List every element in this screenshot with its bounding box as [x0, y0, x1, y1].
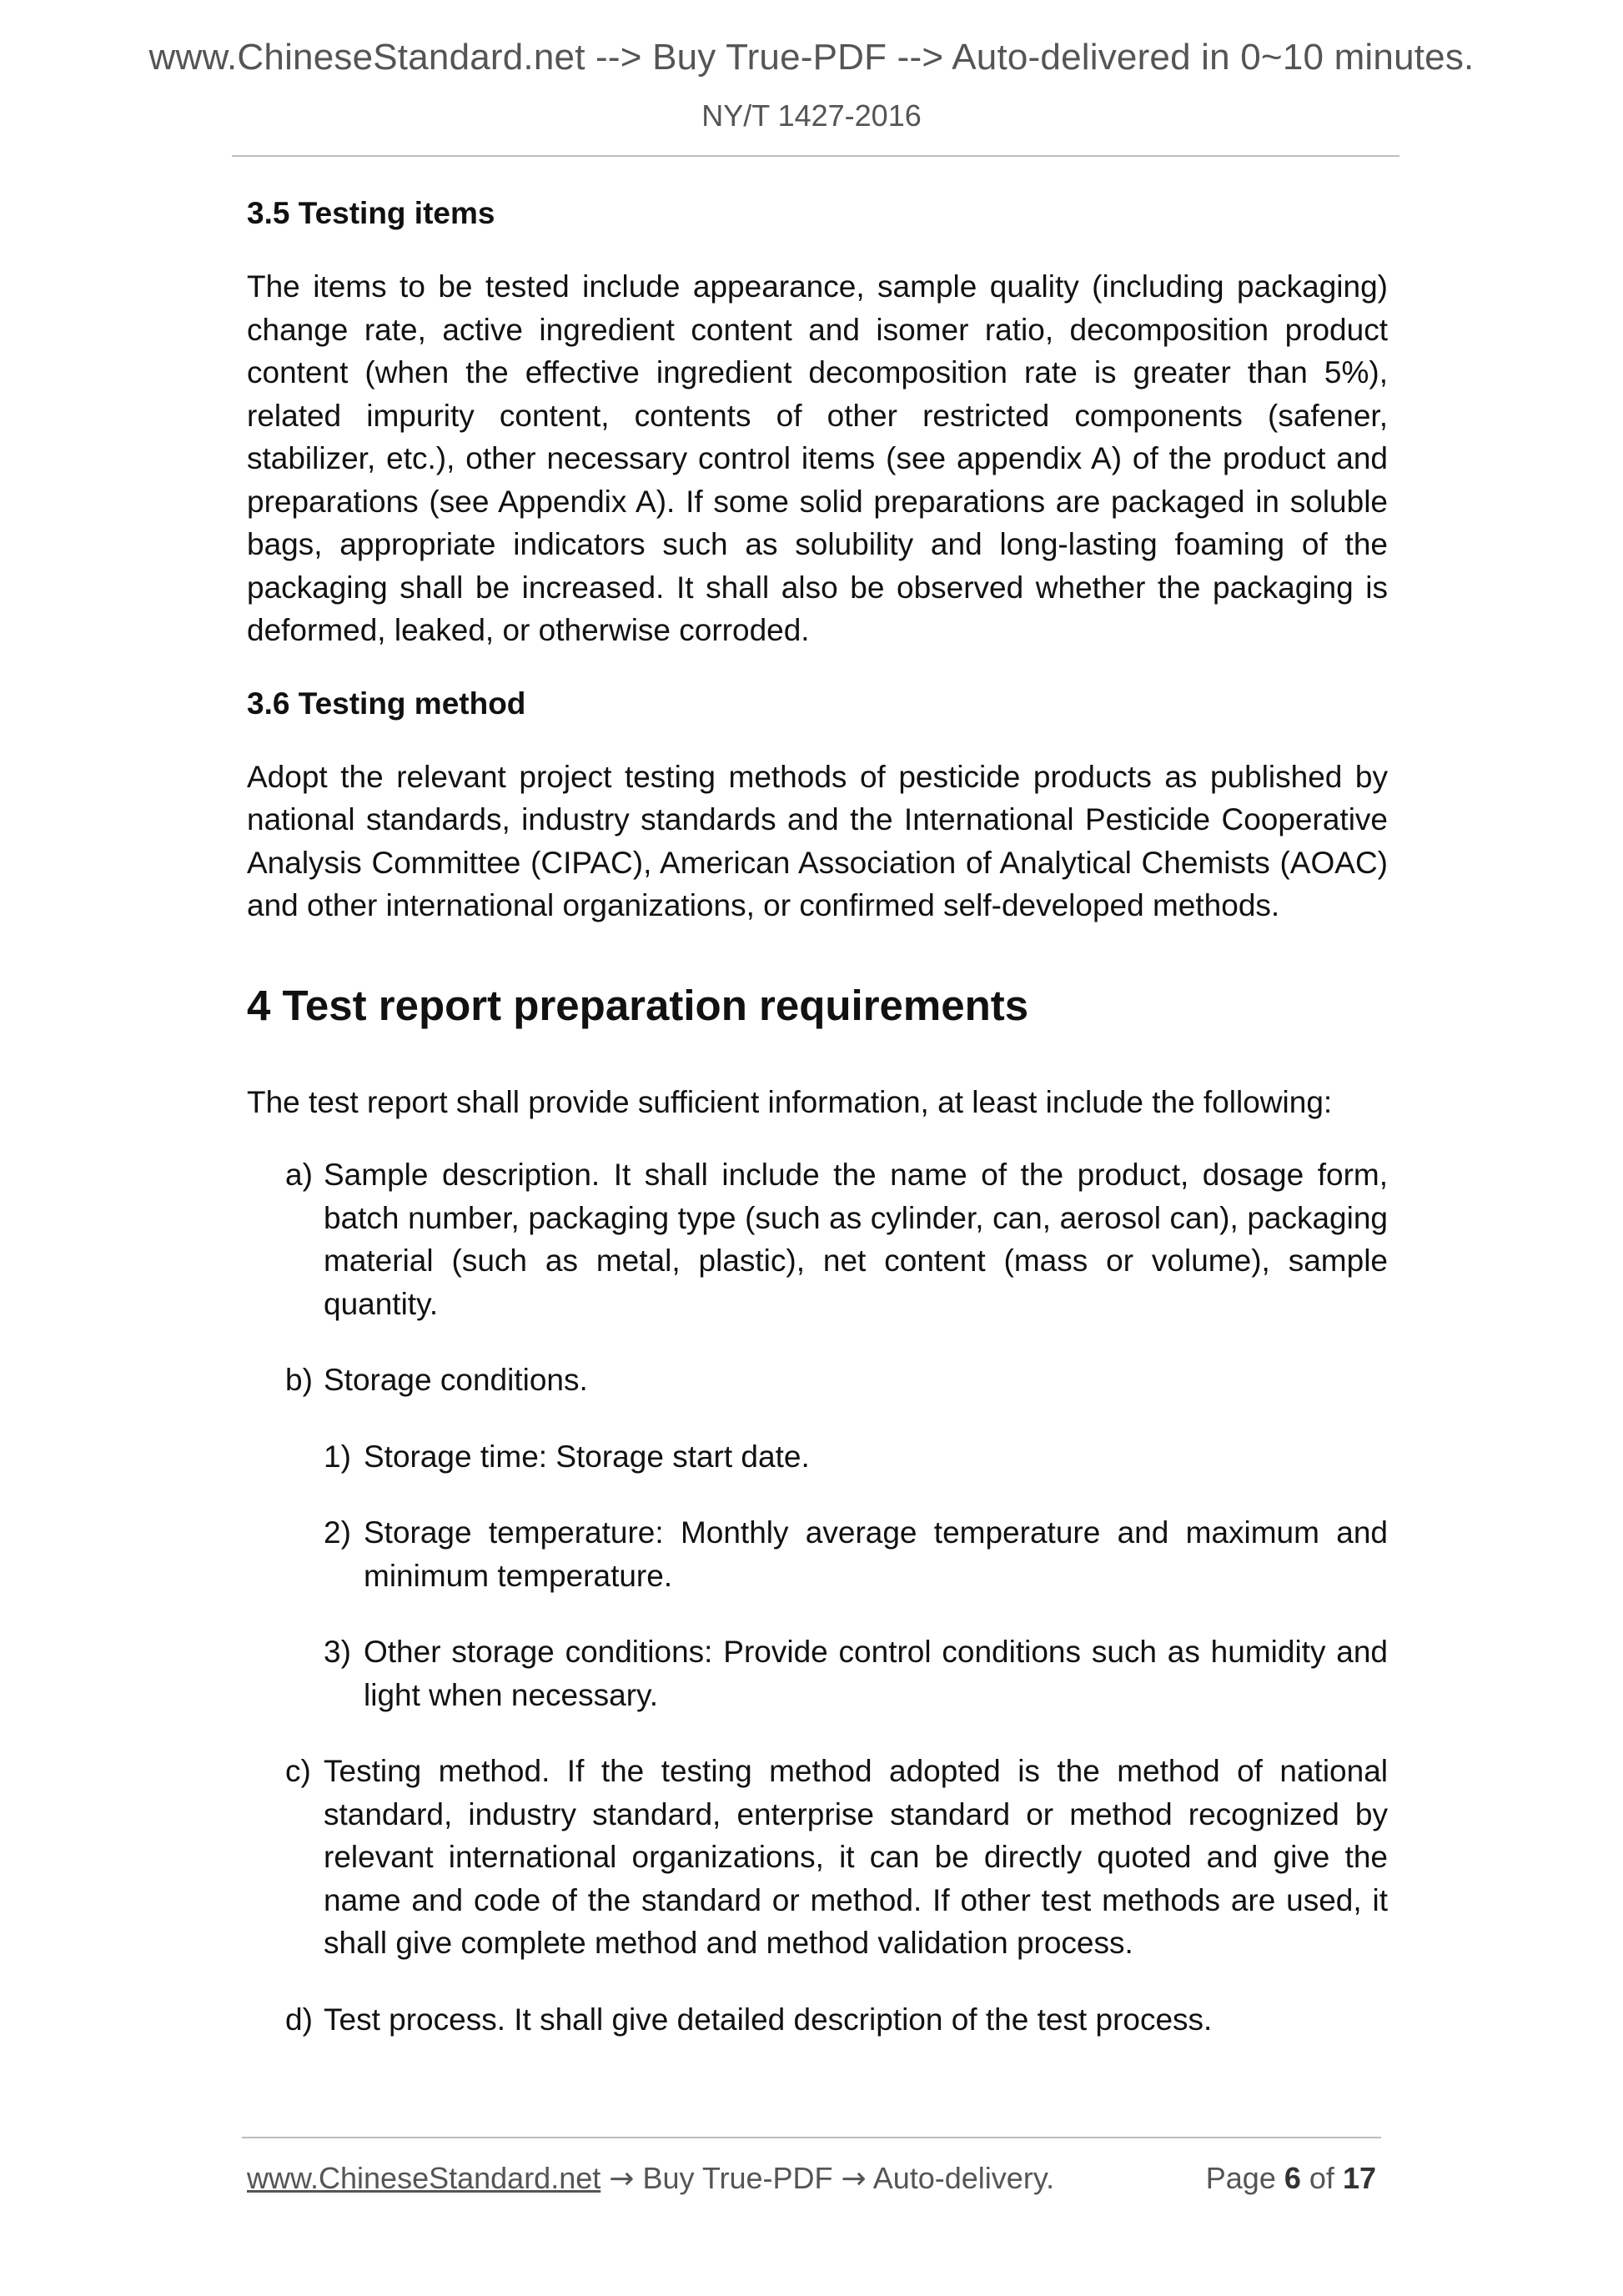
- of-label: of: [1309, 2161, 1334, 2195]
- list-marker: 2): [324, 1515, 351, 1550]
- list-item-text: Storage time: Storage start date.: [364, 1439, 810, 1474]
- section-4-intro: The test report shall provide sufficient information, at least include the following:: [247, 1084, 1333, 1119]
- page-label: Page: [1205, 2161, 1276, 2195]
- section-3-5-text: The items to be tested include appearance, sample quality (including packaging) change rate, active ingredient content and isomer ratio, decomposition product content (when the effective ingredient decomposition rate is greater than 5%), related impurity content, contents of other restricted components (safener, stabilizer, etc.), other necessary control items (see appendix A) of the product and preparations (see Appendix A). If some solid preparations are packaged in soluble bags, appropriate indicators such as solubility and long-lasting foaming of the packaging shall be increased. It shall also be observed whether the packaging is deformed, leaked, or otherwise corroded.: [247, 269, 1388, 647]
- footer-site-link[interactable]: www.ChineseStandard.net: [247, 2161, 601, 2195]
- list-item-b-2: [247, 1511, 1388, 1597]
- list-marker: 3): [324, 1635, 351, 1669]
- footer-buy-text: Buy True-PDF: [642, 2161, 833, 2195]
- arrow-right-icon: →: [609, 2162, 635, 2196]
- footer-divider: [242, 2137, 1381, 2138]
- list-marker: d): [285, 2002, 313, 2037]
- standard-code: NY/T 1427-2016: [701, 98, 922, 133]
- page-content: [247, 190, 1388, 2074]
- list-item-text: Other storage conditions: Provide control conditions such as humidity and light when necessary.: [364, 1635, 1388, 1712]
- list-item-text: Storage temperature: Monthly average temperature and maximum and minimum temperature.: [364, 1515, 1388, 1593]
- section-3-5-title: 3.5 Testing items: [247, 196, 495, 230]
- section-3-6-text: Adopt the relevant project testing methods of pesticide products as published by national standards, industry standards and the International Pesticide Cooperative Analysis Committee (CIPAC), American Association of Analytical Chemists (AOAC) and other international organizations, or confirmed self-developed methods.: [247, 759, 1388, 922]
- list-marker: 1): [324, 1439, 351, 1474]
- list-item-a: [247, 1153, 1388, 1325]
- page-total: 17: [1342, 2161, 1376, 2195]
- top-banner: www.ChineseStandard.net --> Buy True-PDF --> Auto-delivered in 0~10 minutes.: [148, 37, 1475, 78]
- list-marker: b): [285, 1363, 313, 1397]
- list-item-text: Sample description. It shall include the name of the product, dosage form, batch number, packaging type (such as cylinder, can, aerosol can), packaging material (such as metal, plastic), net content (mass or volume), sample quantity.: [324, 1158, 1388, 1321]
- list-item-text: Storage conditions.: [324, 1363, 588, 1397]
- list-marker: a): [285, 1158, 313, 1192]
- list-item-b-1: [247, 1435, 1388, 1479]
- header-divider: [232, 155, 1399, 157]
- list-item-text: Testing method. If the testing method adopted is the method of national standard, industry standard, enterprise standard or method recognized by relevant international organizations, it can be directly quoted and give the name and code of the standard or method. If other test methods are used, it shall give complete method and method validation process.: [324, 1754, 1388, 1960]
- page-number: [1206, 2160, 1376, 2197]
- list-item-b-3: [247, 1630, 1388, 1716]
- section-4-title: 4 Test report preparation requirements: [247, 981, 1029, 1029]
- section-3-6-title: 3.6 Testing method: [247, 686, 526, 721]
- list-marker: c): [285, 1754, 311, 1788]
- list-item-d: [247, 1998, 1388, 2042]
- footer-promo: [247, 2160, 1054, 2198]
- list-item-b: [247, 1359, 1388, 1402]
- footer-delivery-text: Auto-delivery.: [872, 2161, 1055, 2195]
- page-current: 6: [1284, 2161, 1301, 2195]
- arrow-right-icon: →: [841, 2162, 867, 2196]
- list-item-text: Test process. It shall give detailed description of the test process.: [324, 2002, 1213, 2037]
- list-item-c: [247, 1750, 1388, 1965]
